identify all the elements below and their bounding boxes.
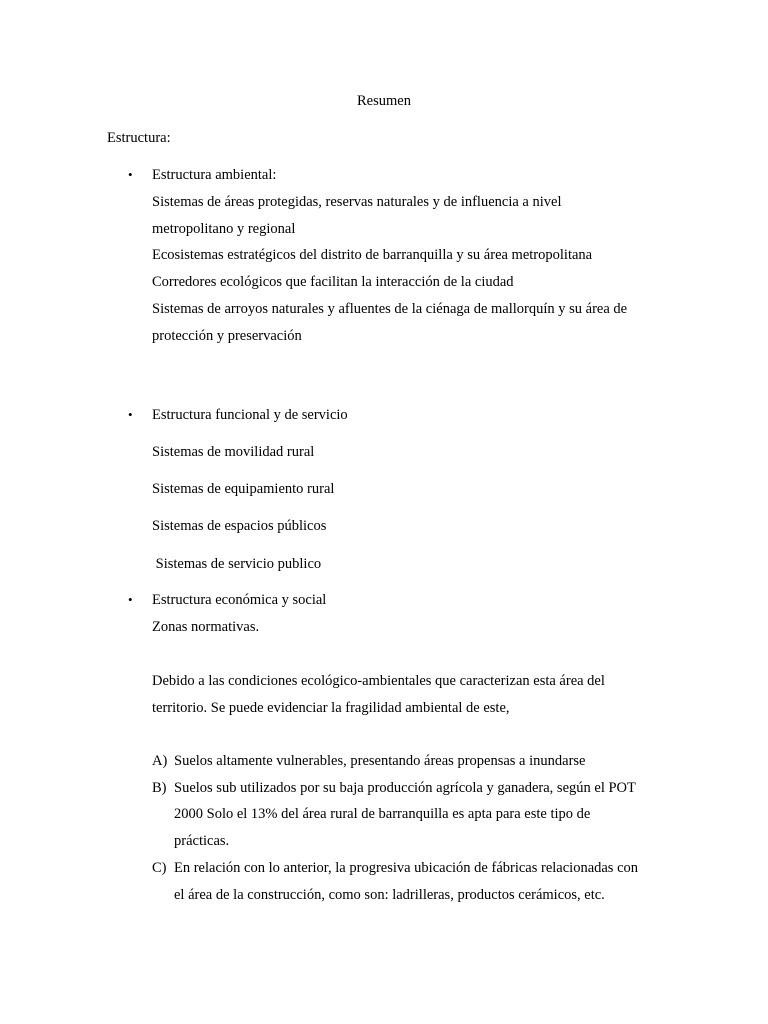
text-line: Zonas normativas. (152, 619, 260, 635)
text-line: Suelos altamente vulnerables, presentando áreas propensas a inundarse (174, 753, 586, 769)
text-line: metropolitano y regional (152, 221, 296, 237)
bullet-icon: • (128, 407, 133, 422)
text-line: Sistemas de áreas protegidas, reservas naturales y de influencia a nivel (152, 194, 562, 210)
bullet-heading-economica: Estructura económica y social (152, 592, 327, 608)
text-line: Corredores ecológicos que facilitan la interacción de la ciudad (152, 274, 514, 290)
list-marker: B) (152, 780, 167, 796)
text-line: el área de la construcción, como son: ladrilleras, productos cerámicos, etc. (174, 887, 605, 903)
text-line: Sistemas de servicio publico (152, 556, 322, 572)
text-line: territorio. Se puede evidenciar la fragilidad ambiental de este, (152, 700, 510, 716)
section-heading: Estructura: (107, 130, 171, 146)
list-marker: A) (152, 753, 168, 769)
text-line: Sistemas de equipamiento rural (152, 481, 335, 497)
list-marker: C) (152, 860, 167, 876)
text-line: 2000 Solo el 13% del área rural de barranquilla es apta para este tipo de (174, 806, 591, 822)
bullet-icon: • (128, 592, 133, 607)
text-line: prácticas. (174, 833, 230, 849)
text-line: Ecosistemas estratégicos del distrito de barranquilla y su área metropolitana (152, 247, 593, 263)
bullet-heading-ambiental: Estructura ambiental: (152, 167, 277, 183)
text-line: Sistemas de espacios públicos (152, 518, 327, 534)
text-line: Sistemas de arroyos naturales y afluentes de la ciénaga de mallorquín y su área de (152, 301, 628, 317)
text-line: Debido a las condiciones ecológico-ambientales que caracterizan esta área del (152, 673, 605, 689)
bullet-heading-funcional: Estructura funcional y de servicio (152, 407, 348, 423)
text-line: En relación con lo anterior, la progresiva ubicación de fábricas relacionadas con (174, 860, 639, 876)
text-line: Suelos sub utilizados por su baja producción agrícola y ganadera, según el POT (174, 780, 636, 796)
text-line: protección y preservación (152, 328, 302, 344)
document-title: Resumen (357, 93, 411, 109)
text-line: Sistemas de movilidad rural (152, 444, 315, 460)
bullet-icon: • (128, 167, 133, 182)
